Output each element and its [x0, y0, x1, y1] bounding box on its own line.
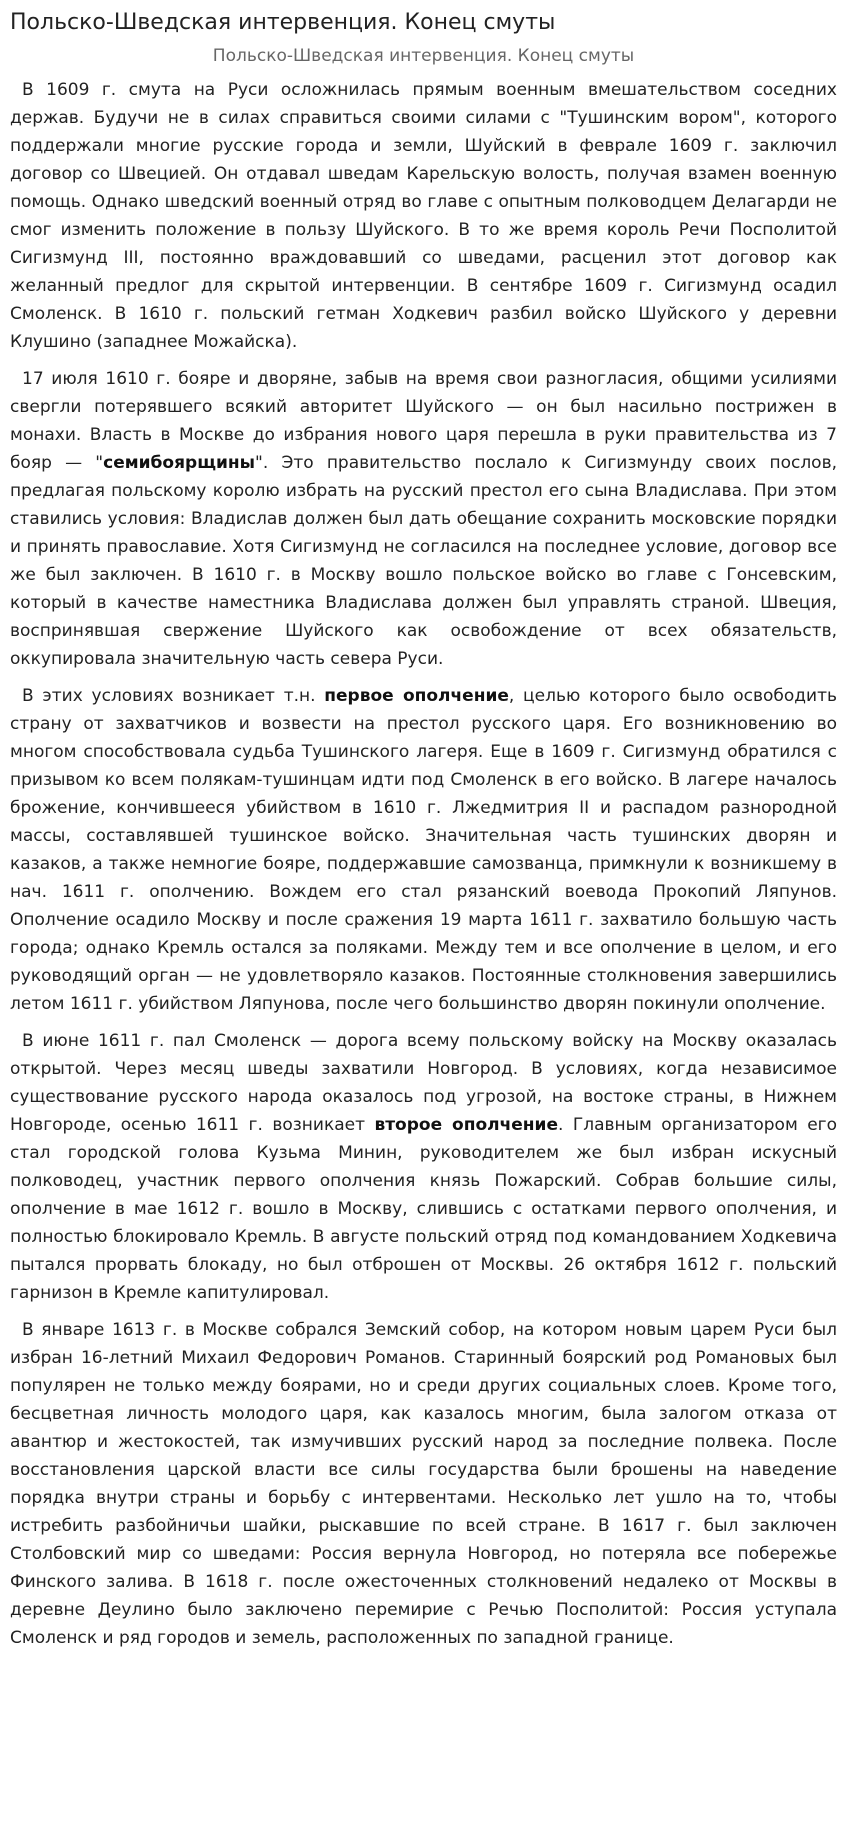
article-body — [10, 76, 837, 1652]
article-subtitle: Польско-Шведская интервенция. Конец смуты — [212, 46, 635, 66]
paragraph-2-text-after: ". Это правительство послало к Сигизмунду своих послов, предлагая польскому королю избрать на русский престол его сына Владислава. При этом ставились условия: Владислав должен был дать обещание сохранить московские порядки и принять православие. Хотя Сигизмунд не согласился на последнее условие, договор все же был заключен. В 1610 г. в Москву вошло польское войско во главе с Гонсевским, который в качестве наместника Владислава должен был управлять страной. Швеция, воспринявшая свержение Шуйского как освобождение от всех обязательств, оккупировала значительную часть севера Руси. — [10, 453, 838, 669]
paragraph-4 — [10, 1027, 837, 1307]
term-semiboyarshchina: семибоярщины — [103, 453, 256, 473]
paragraph-3-text-after: , целью которого было освободить страну от захватчиков и возвести на престол русского царя. Его возникновению во многом способствовала судьба Тушинского лагеря. Еще в 1609 г. Сигизмунд обратился с призывом ко всем полякам-тушинцам идти под Смоленск в его войско. В лагере началось брожение, кончившееся убийством в 1610 г. Лжедмитрия II и распадом разнородной массы, составлявшей тушинское войско. Значительная часть тушинских дворян и казаков, а также немногие бояре, поддержавшие самозванца, примкнули к возникшему в нач. 1611 г. ополчению. Вождем его стал рязанский воевода Прокопий Ляпунов. Ополчение осадило Москву и после сражения 19 марта 1611 г. захватило большую часть города; однако Кремль остался за поляками. Между тем и все ополчение в целом, и его руководящий орган — не удовлетворяло казаков. Постоянные столкновения завершились летом 1611 г. убийством Ляпунова, после чего большинство дворян покинули ополчение. — [10, 686, 837, 1014]
paragraph-3 — [10, 682, 837, 1018]
paragraph-4-text-before: В июне 1611 г. пал Смоленск — дорога всему польскому войску на Москву оказалась открытой. Через месяц шведы захватили Новгород. В условиях, когда независимое существование русского народа оказалось под угрозой, на востоке страны, в Нижнем Новгороде, осенью 1611 г. возникает — [10, 1031, 837, 1135]
term-first-militia: первое ополчение — [324, 686, 509, 706]
term-second-militia: второе ополчение — [374, 1115, 558, 1135]
paragraph-5: В январе 1613 г. в Москве собрался Земский собор, на котором новым царем Руси был избран 16-летний Михаил Федорович Романов. Старинный боярский род Романовых был популярен не только между боярами, но и среди других социальных слоев. Кроме того, бесцветная личность молодого царя, как казалось многим, была залогом отказа от авантюр и жестокостей, так измучивших русский народ за последние полвека. После восстановления царской власти все силы государства были брошены на наведение порядка внутри страны и борьбу с интервентами. Несколько лет ушло на то, чтобы истребить разбойничьи шайки, рыскавшие по всей стране. В 1617 г. был заключен Столбовский мир со шведами: Россия вернула Новгород, но потеряла все побережье Финского залива. В 1618 г. после ожесточенных столкновений недалеко от Москвы в деревне Деулино было заключено перемирие с Речью Посполитой: Россия уступала Смоленск и ряд городов и земель, расположенных по западной границе. — [10, 1320, 837, 1648]
paragraph-3-text-before: В этих условиях возникает т.н. — [22, 686, 325, 706]
paragraph-2-text-before: 17 июля 1610 г. бояре и дворяне, забыв на время свои разногласия, общими усилиями свергли потерявшего всякий авторитет Шуйского — он был насильно пострижен в монахи. Власть в Москве до избрания нового царя перешла в руки правительства из 7 бояр — " — [10, 369, 837, 473]
page-title: Польско-Шведская интервенция. Конец смуты — [10, 10, 556, 35]
paragraph-4-text-after: . Главным организатором его стал городской голова Кузьма Минин, руководителем же был избран искусный полководец, участник первого ополчения князь Пожарский. Собрав большие силы, ополчение в мае 1612 г. вошло в Москву, слившись с остатками первого ополчения, и полностью блокировало Кремль. В августе польский отряд под командованием Ходкевича пытался прорвать блокаду, но был отброшен от Москвы. 26 октября 1612 г. польский гарнизон в Кремле капитулировал. — [10, 1115, 838, 1303]
paragraph-1: В 1609 г. смута на Руси осложнилась прямым военным вмешательством соседних держав. Будучи не в силах справиться своими силами с "Тушинским вором", которого поддержали многие русские города и земли, Шуйский в феврале 1609 г. заключил договор со Швецией. Он отдавал шведам Карельскую волость, получая взамен военную помощь. Однако шведский военный отряд во главе с опытным полководцем Делагарди не смог изменить положение в пользу Шуйского. В то же время король Речи Посполитой Сигизмунд III, постоянно враждовавший со шведами, расценил этот договор как желанный предлог для скрытой интервенции. В сентябре 1609 г. Сигизмунд осадил Смоленск. В 1610 г. польский гетман Ходкевич разбил войско Шуйского у деревни Клушино (западнее Можайска). — [10, 80, 837, 352]
paragraph-2 — [10, 365, 837, 673]
